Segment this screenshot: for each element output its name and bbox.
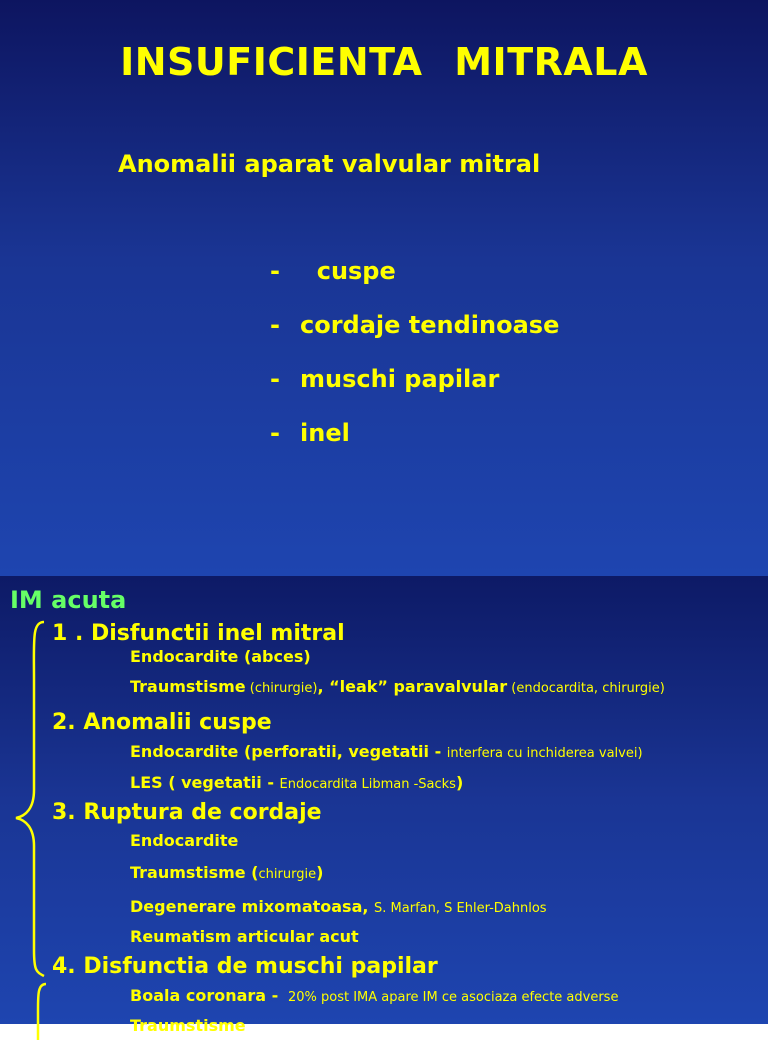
section-title: 2. Anomalii cuspe	[52, 710, 272, 735]
list-item: Degenerare mixomatoasa, S. Marfan, S Ehler-Dahnlos	[130, 897, 547, 916]
list-item: Traumstisme (chirurgie), “leak” paravalvular (endocardita, chirurgie)	[130, 677, 665, 696]
bullet-item: - cordaje tendinoase	[270, 311, 560, 339]
bullet-item: - inel	[270, 419, 350, 447]
list-item: Boala coronara - 20% post IMA apare IM ce asociaza efecte adverse	[130, 986, 619, 1005]
section-title: 4. Disfunctia de muschi papilar	[52, 954, 438, 979]
bullet-item: - cuspe	[270, 257, 396, 285]
slide2-heading: IM acuta	[10, 586, 127, 614]
slide-2	[0, 576, 768, 1035]
list-item: Reumatism articular acut	[130, 927, 359, 946]
section-title: 1 . Disfunctii inel mitral	[52, 621, 345, 646]
slide-subtitle: Anomalii aparat valvular mitral	[118, 150, 541, 178]
curly-brace-icon	[30, 980, 50, 1040]
bullet-item: - muschi papilar	[270, 365, 500, 393]
list-item: LES ( vegetatii - Endocardita Libman -Sacks)	[130, 773, 464, 792]
list-item: Endocardite (abces)	[130, 647, 311, 666]
curly-brace-icon	[14, 620, 54, 980]
list-item: Traumstisme	[130, 1016, 246, 1035]
list-item: Endocardite	[130, 831, 239, 850]
list-item: Endocardite (perforatii, vegetatii - interfera cu inchiderea valvei)	[130, 742, 643, 761]
list-item: Traumstisme (chirurgie)	[130, 863, 324, 882]
slide-title: INSUFICIENTA MITRALA	[120, 40, 648, 84]
section-title: 3. Ruptura de cordaje	[52, 800, 322, 825]
